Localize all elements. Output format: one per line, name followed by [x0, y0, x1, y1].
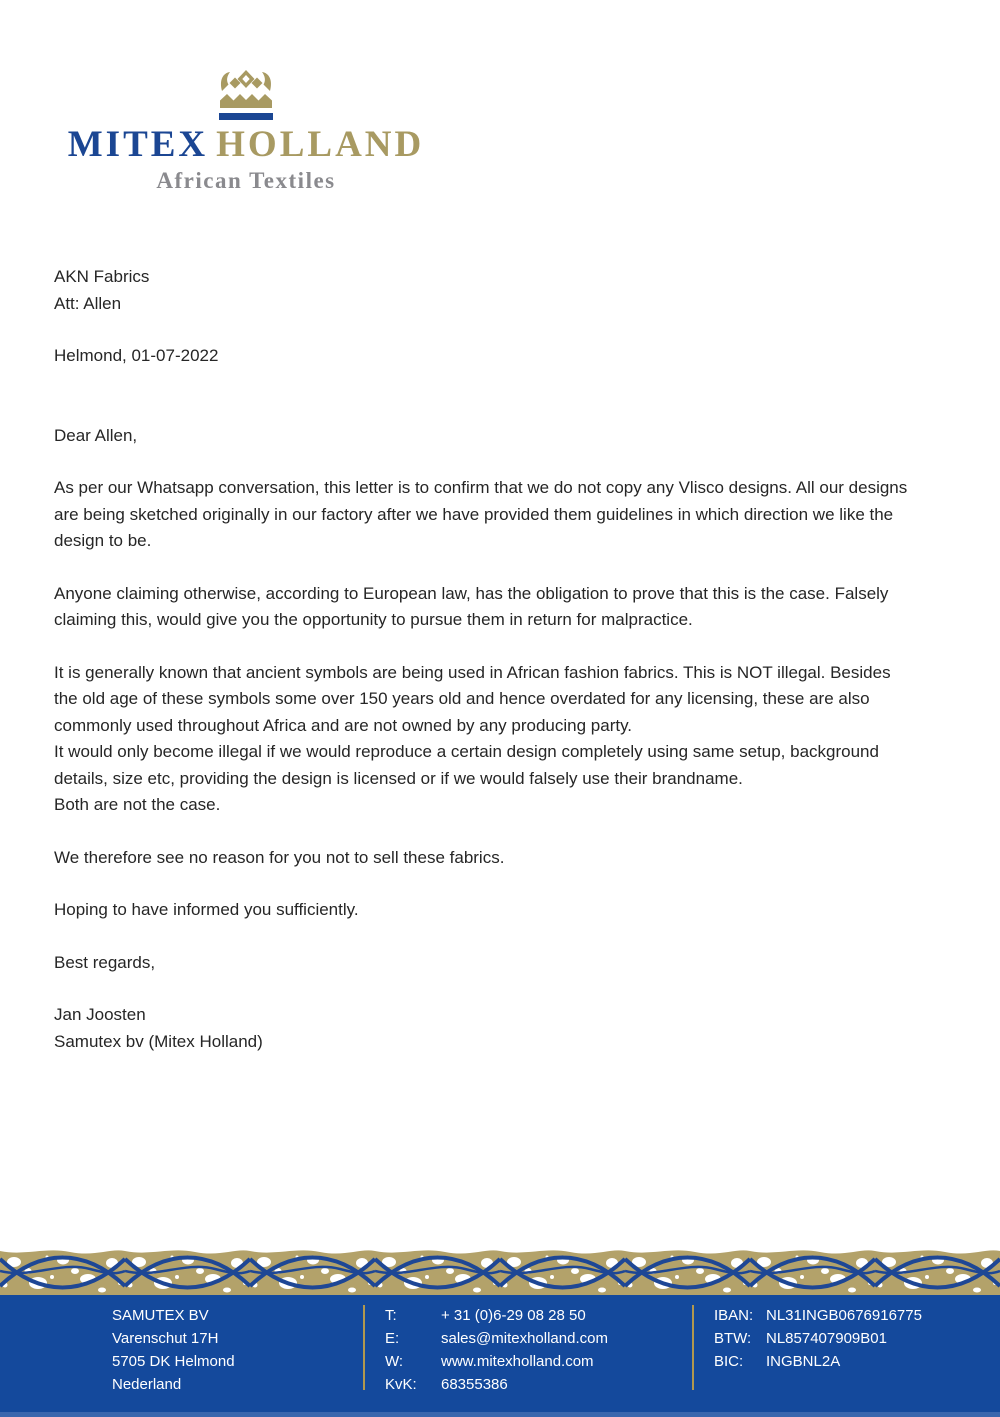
iban-value: NL31INGB0676916775	[766, 1307, 922, 1324]
page-footer	[0, 1248, 1000, 1417]
btw-value: NL857407909B01	[766, 1330, 887, 1347]
footer-divider	[363, 1305, 365, 1390]
textile-pattern-band	[0, 1248, 1000, 1295]
dateline: Helmond, 01-07-2022	[54, 346, 219, 365]
phone-label: T:	[385, 1307, 397, 1324]
footer-email-row	[385, 1327, 608, 1350]
footer-bank	[714, 1304, 922, 1373]
website-label: W:	[385, 1353, 404, 1370]
footer-street: Varenschut 17H	[112, 1330, 219, 1347]
footer-bar	[0, 1295, 1000, 1417]
footer-website-row	[385, 1350, 608, 1373]
kvk-value: 68355386	[441, 1376, 508, 1393]
footer-phone-row	[385, 1304, 608, 1327]
paragraph-1: As per our Whatsapp conversation, this letter is to confirm that we do not copy any Vlisco designs. All our designs are being sketched originally in our factory after we have provided them guidelines in which direction we like the design to be.	[54, 478, 908, 550]
footer-company-name: SAMUTEX BV	[112, 1307, 209, 1324]
footer-country: Nederland	[112, 1376, 182, 1393]
salutation: Dear Allen,	[54, 425, 138, 445]
email-value: sales@mitexholland.com	[441, 1330, 608, 1347]
logo-tagline: African Textiles	[156, 168, 336, 193]
logo-word-mitex: MITEX	[67, 124, 209, 165]
website-value: www.mitexholland.com	[441, 1353, 594, 1370]
btw-label: BTW:	[714, 1330, 752, 1347]
footer-address	[112, 1304, 235, 1396]
footer-divider	[692, 1305, 694, 1390]
footer-postal-city: 5705 DK Helmond	[112, 1353, 235, 1370]
footer-btw-row	[714, 1327, 922, 1350]
kvk-label: KvK:	[385, 1376, 417, 1393]
footer-iban-row	[714, 1304, 922, 1327]
paragraph-4: We therefore see no reason for you not to sell these fabrics.	[54, 847, 505, 867]
recipient-name: AKN Fabrics	[54, 267, 150, 286]
logo-wordmark	[54, 125, 438, 165]
footer-kvk-row	[385, 1373, 608, 1396]
paragraph-3: It is generally known that ancient symbols are being used in African fashion fabrics. This is NOT illegal. Besides the old age of these symbols some over 150 years old and hence overdated for any licensing, these are also commonly used throughout Africa and are not owned by any producing party. It would only become illegal if we would reproduce a certain design completely using same setup, background details, size etc, providing the design is licensed or if we would falsely use their brandname. Both are not the case.	[54, 662, 891, 814]
iban-label: IBAN:	[714, 1307, 754, 1324]
footer-bic-row	[714, 1350, 922, 1373]
signature-name: Jan Joosten	[54, 1005, 146, 1024]
footer-bottom-edge	[0, 1412, 1000, 1417]
paragraph-2: Anyone claiming otherwise, according to European law, has the obligation to prove that this is the case. Falsely claiming this, would give you the opportunity to pursue them in return for malpractice.	[54, 583, 889, 629]
bic-label: BIC:	[714, 1353, 744, 1370]
email-label: E:	[385, 1330, 400, 1347]
crown-icon	[217, 68, 275, 122]
recipient-block	[54, 264, 912, 317]
logo-word-holland: HOLLAND	[216, 124, 425, 165]
signature-company: Samutex bv (Mitex Holland)	[54, 1031, 263, 1051]
company-logo	[54, 0, 438, 194]
closing: Best regards,	[54, 952, 156, 972]
recipient-attention: Att: Allen	[54, 293, 122, 313]
letter-body	[54, 264, 912, 1055]
footer-contact	[385, 1304, 608, 1396]
phone-value: + 31 (0)6-29 08 28 50	[441, 1307, 586, 1324]
signature-block	[54, 1002, 912, 1055]
paragraph-5: Hoping to have informed you sufficiently.	[54, 900, 359, 919]
bic-value: INGBNL2A	[766, 1353, 841, 1370]
